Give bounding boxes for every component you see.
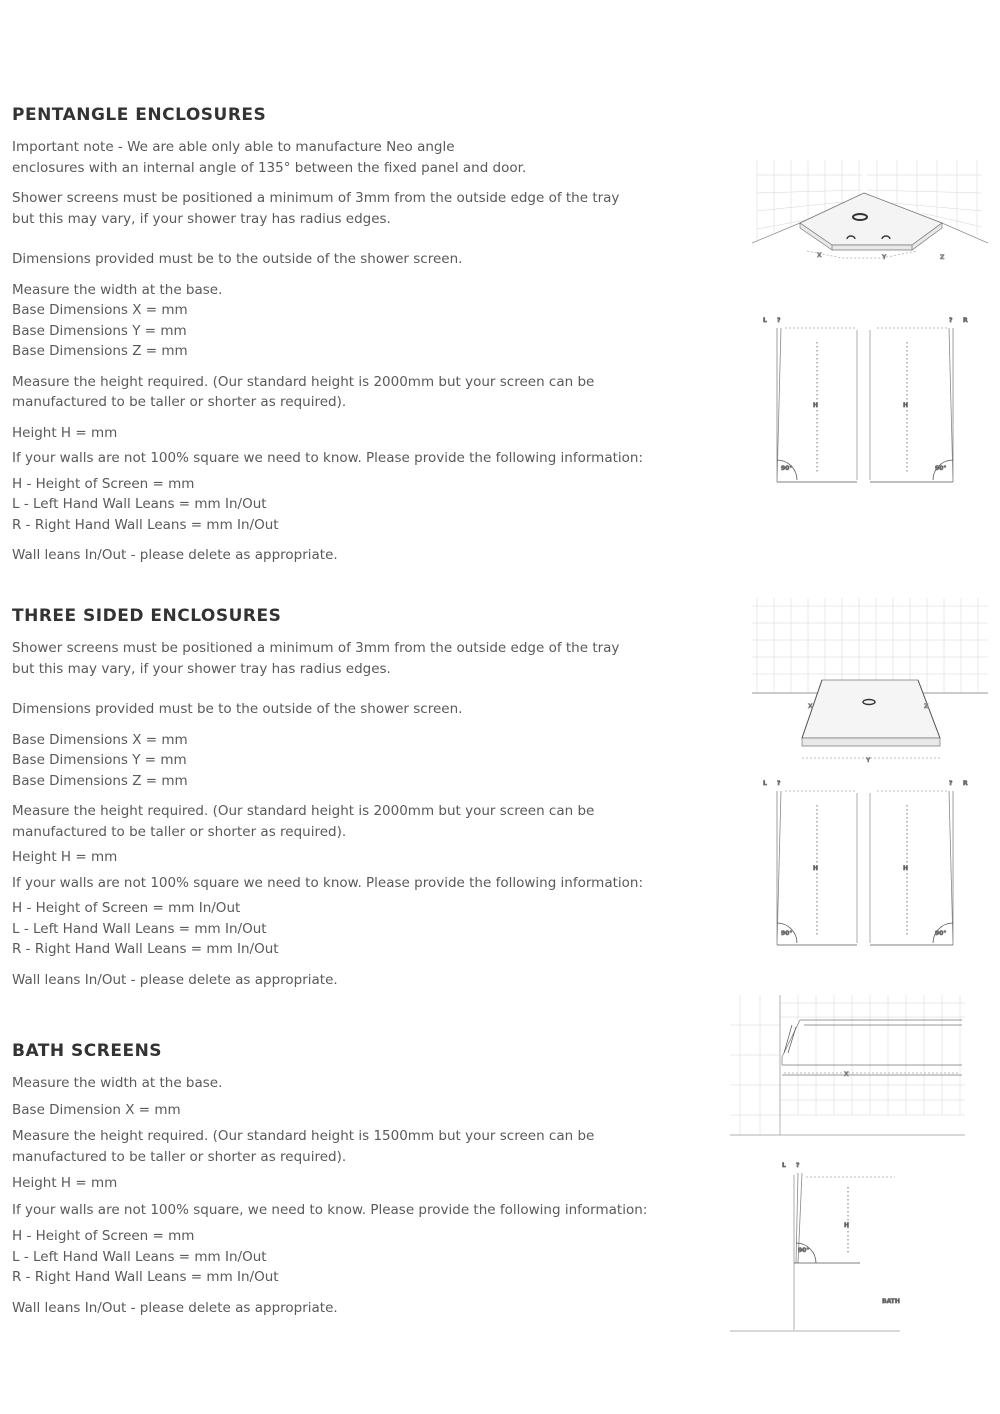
pentangle-left-h-label: H: [813, 402, 819, 409]
bath-leans: H - Height of Screen = mm L - Left Hand Wall Leans = mm In/Out R - Right Hand Wall Leans = mm In/Out: [12, 1228, 279, 1285]
pentangle-x-label: X: [817, 252, 822, 259]
pentangle-leans: H - Height of Screen = mm L - Left Hand Wall Leans = mm In/Out R - Right Hand Wall Leans = mm In/Out: [12, 475, 279, 533]
three-sided-left-q-label: ?: [777, 780, 781, 787]
three-sided-right-q-label: ?: [949, 780, 953, 787]
pentangle-z-label: Z: [940, 254, 945, 261]
pentangle-right-r-label: R: [963, 317, 968, 324]
three-sided-y-label: Y: [866, 757, 871, 764]
three-sided-tray-diagram: [752, 598, 988, 770]
pentangle-position: Shower screens must be positioned a minimum of 3mm from the outside edge of the tray but this may vary, if your shower tray has radius edges.: [12, 190, 620, 227]
three-sided-leans: H - Height of Screen = mm In/Out L - Left Hand Wall Leans = mm In/Out R - Right Hand Wall Leans = mm In/Out: [12, 900, 279, 957]
three-sided-position: Shower screens must be positioned a minimum of 3mm from the outside edge of the tray but this may vary, if your shower tray has radius edges.: [12, 640, 620, 677]
three-sided-right-r-label: R: [963, 780, 968, 787]
pentangle-tray-diagram: [752, 155, 988, 270]
pentangle-front-diagram: [755, 312, 975, 492]
three-sided-section: [12, 606, 732, 1000]
bath-height-value: Height H = mm: [12, 1175, 118, 1191]
three-sided-front-diagram: [755, 775, 975, 955]
three-sided-title: THREE SIDED ENCLOSURES: [12, 606, 282, 626]
pentangle-outside: Dimensions provided must be to the outside of the shower screen.: [12, 251, 463, 267]
three-sided-x-label: X: [808, 703, 813, 710]
three-sided-outside: Dimensions provided must be to the outside of the shower screen.: [12, 701, 463, 717]
pentangle-right-h-label: H: [903, 402, 909, 409]
pentangle-walls: If your walls are not 100% square we need to know. Please provide the following information:: [12, 450, 644, 466]
pentangle-title: PENTANGLE ENCLOSURES: [12, 105, 267, 125]
bath-front-q-label: ?: [796, 1162, 800, 1169]
pentangle-note: Important note - We are able only able to manufacture Neo angle enclosures with an internal angle of 135° between the fixed panel and door.: [12, 139, 527, 176]
three-sided-z-label: Z: [924, 703, 929, 710]
pentangle-right-q-label: ?: [949, 317, 953, 324]
three-sided-height-value: Height H = mm: [12, 849, 118, 865]
bath-title: BATH SCREENS: [12, 1041, 163, 1061]
bath-width: Measure the width at the base.: [12, 1075, 223, 1091]
pentangle-delete: Wall leans In/Out - please delete as appropriate.: [12, 547, 338, 563]
three-sided-height: Measure the height required. (Our standard height is 2000mm but your screen can be manufactured to be taller or shorter as required).: [12, 803, 595, 840]
bath-front-diagram: [730, 1155, 970, 1340]
bath-height: Measure the height required. (Our standard height is 1500mm but your screen can be manufactured to be taller or shorter as required).: [12, 1128, 595, 1165]
three-sided-right-deg-label: 90°: [935, 930, 947, 937]
pentangle-height-value: Height H = mm: [12, 424, 118, 441]
three-sided-left-h-label: H: [813, 865, 819, 872]
pentangle-left-q-label: ?: [777, 317, 781, 324]
three-sided-width: Base Dimensions X = mm Base Dimensions Y = mm Base Dimensions Z = mm: [12, 731, 188, 789]
three-sided-delete: Wall leans In/Out - please delete as appropriate.: [12, 971, 338, 988]
pentangle-right-deg-label: 90°: [935, 465, 947, 472]
bath-walls: If your walls are not 100% square, we need to know. Please provide the following information:: [12, 1201, 648, 1218]
three-sided-left-deg-label: 90°: [781, 930, 793, 937]
pentangle-left-deg-label: 90°: [781, 465, 793, 472]
bath-delete: Wall leans In/Out - please delete as appropriate.: [12, 1299, 338, 1316]
pentangle-height: Measure the height required. (Our standard height is 2000mm but your screen can be manufactured to be taller or shorter as required).: [12, 373, 595, 410]
three-sided-walls: If your walls are not 100% square we need to know. Please provide the following information:: [12, 874, 644, 891]
three-sided-left-l-label: L: [763, 780, 767, 787]
bath-x-label: X: [844, 1071, 849, 1078]
pentangle-left-l-label: L: [763, 317, 767, 324]
bath-front-bath-label: BATH: [882, 1298, 900, 1305]
bath-front-deg-label: 90°: [798, 1247, 810, 1254]
bath-front-l-label: L: [782, 1162, 786, 1169]
pentangle-width: Measure the width at the base. Base Dimensions X = mm Base Dimensions Y = mm Base Dimensions Z = mm: [12, 281, 223, 359]
bath-base: Base Dimension X = mm: [12, 1101, 181, 1118]
three-sided-right-h-label: H: [903, 865, 909, 872]
bath-section: [12, 1041, 732, 1328]
pentangle-section: [12, 105, 732, 576]
pentangle-y-label: Y: [882, 254, 887, 261]
bath-diagram: [730, 995, 970, 1140]
bath-front-h-label: H: [844, 1222, 850, 1229]
